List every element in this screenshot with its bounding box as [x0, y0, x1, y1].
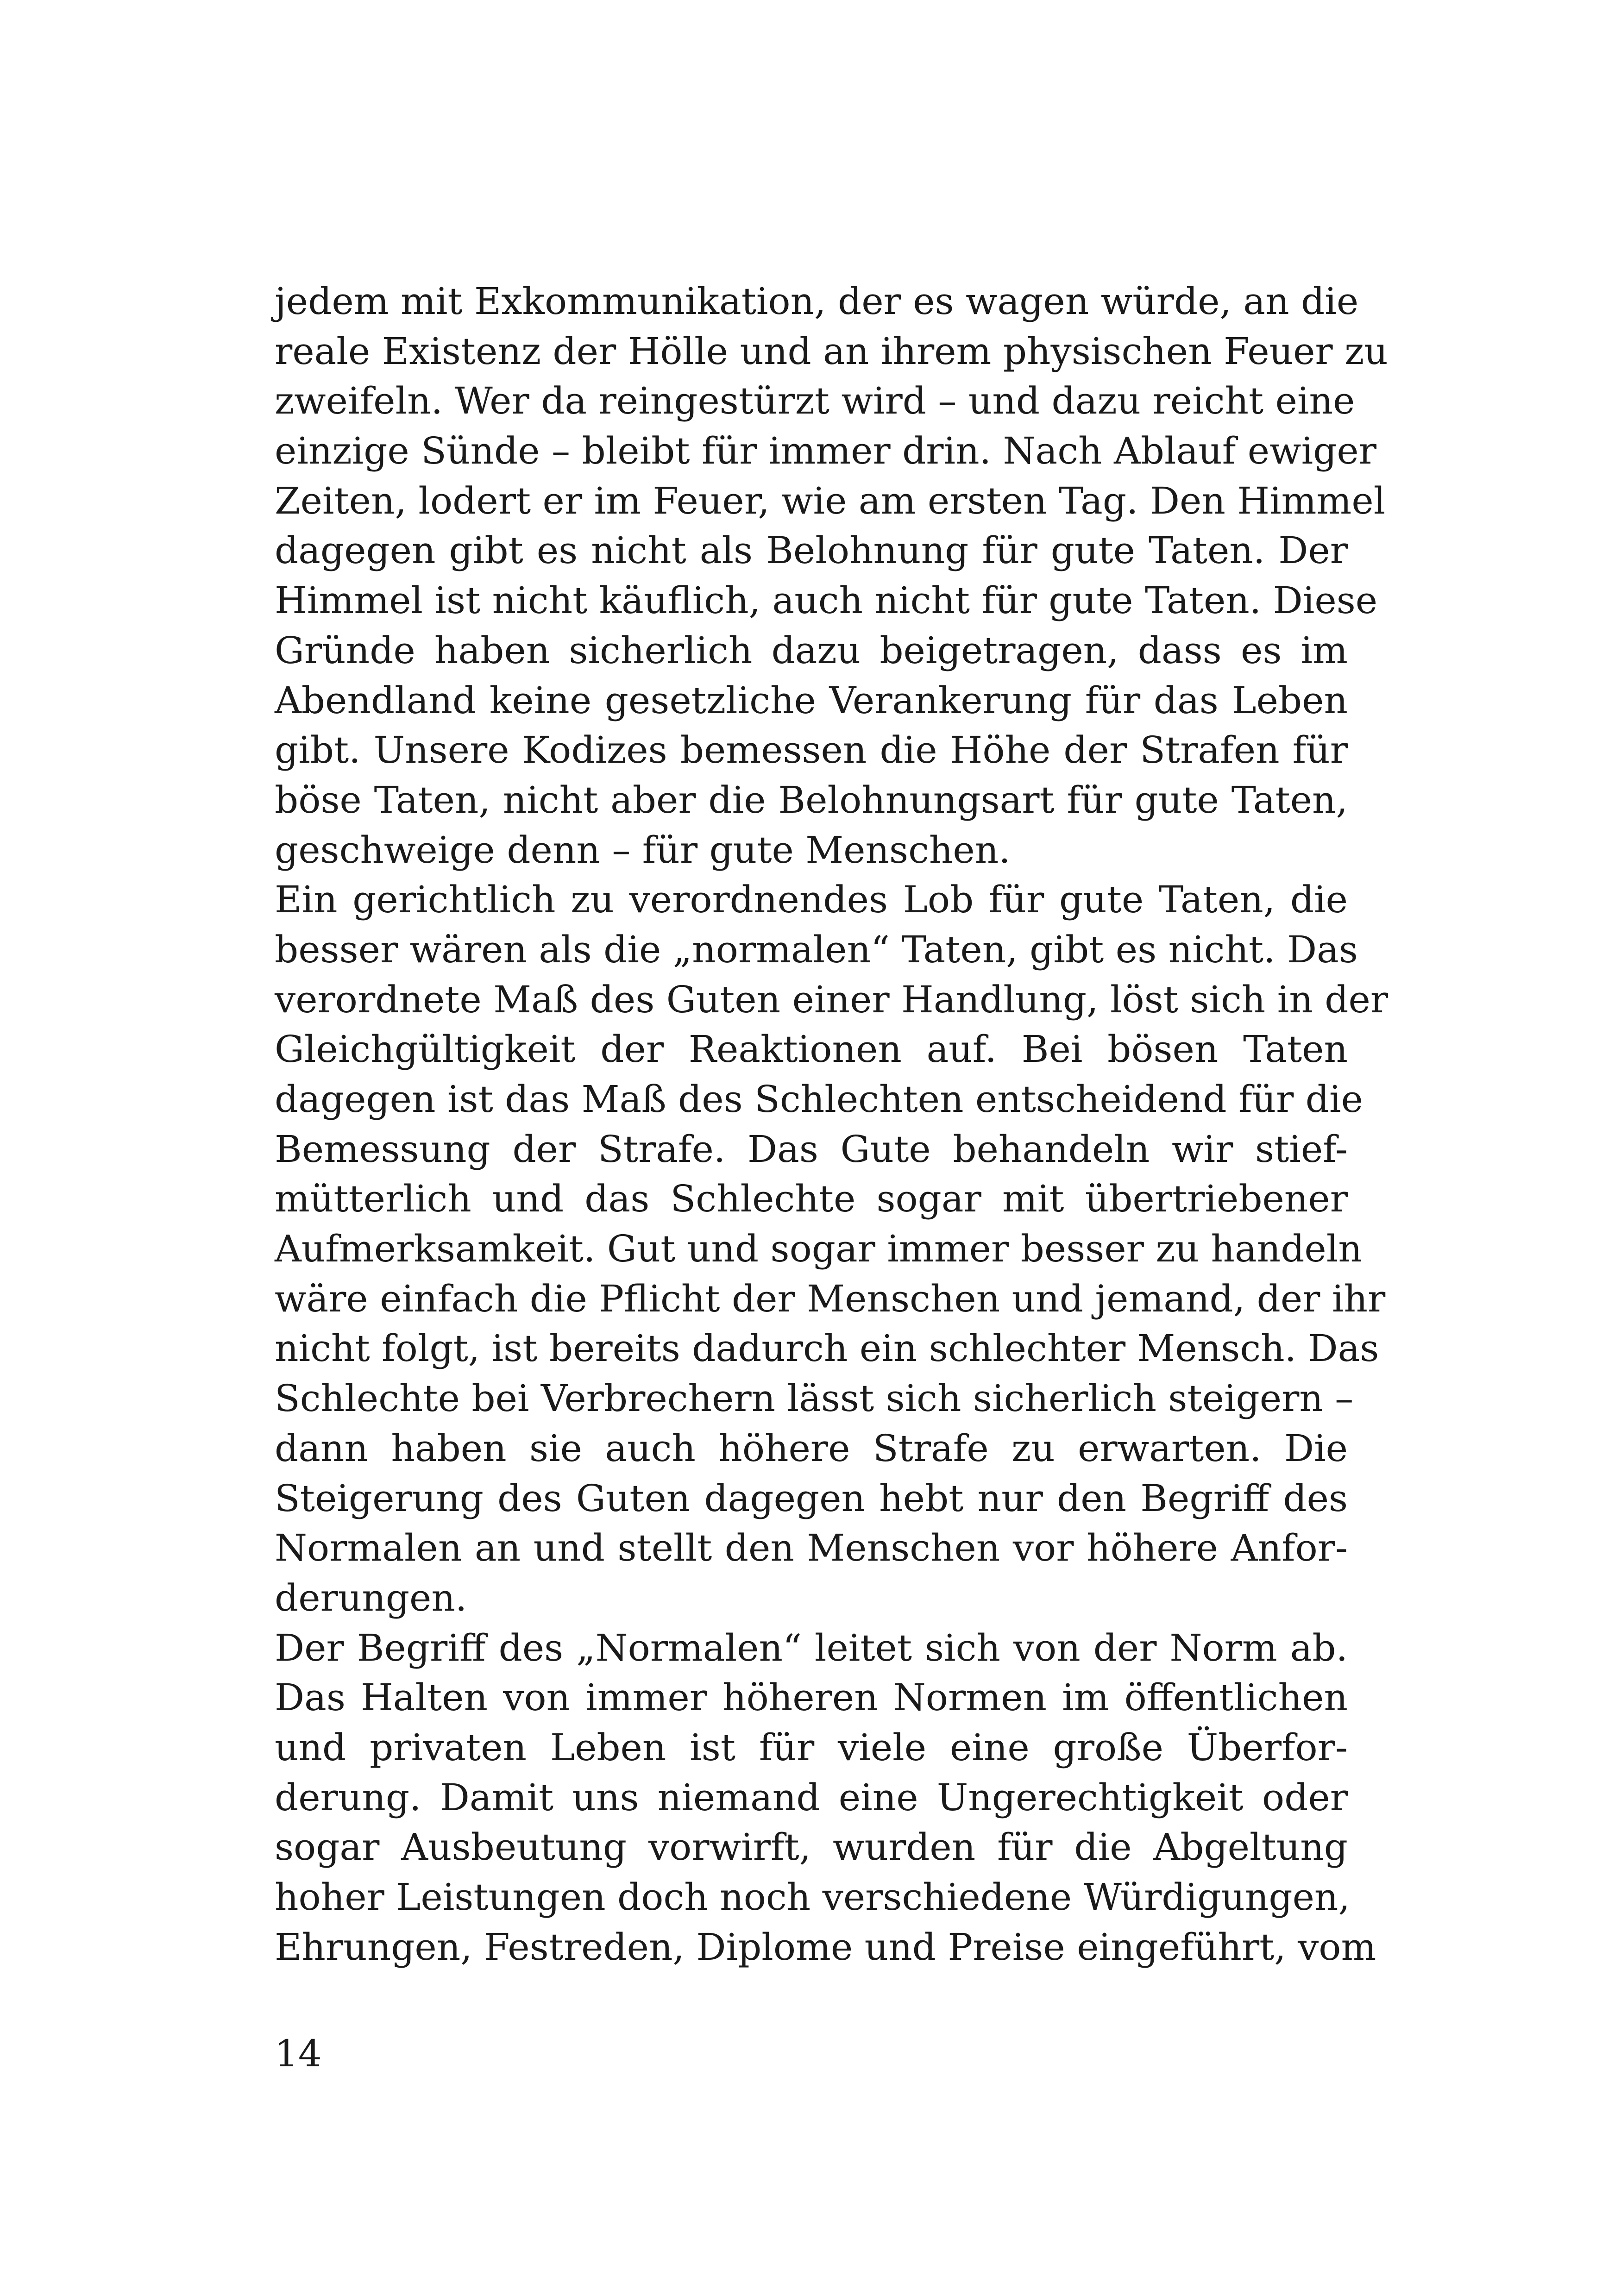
text-line: böse Taten, nicht aber die Belohnungsart für gute Taten, [275, 778, 1348, 822]
body-text [275, 276, 1389, 1972]
text-line: Ehrungen, Festreden, Diplome und Preise eingeführt, vom [275, 1925, 1376, 1969]
text-line: Normalen an und stellt den Menschen vor höhere Anfor- [275, 1526, 1348, 1570]
paragraph [275, 875, 1389, 1623]
text-line: Der Begriff des „Normalen“ leitet sich von der Norm ab. [275, 1626, 1348, 1669]
text-line: Abendland keine gesetzliche Verankerung für das Leben [275, 678, 1348, 722]
text-line: einzige Sünde – bleibt für immer drin. Nach Ablauf ewiger [275, 429, 1376, 473]
paragraph [275, 1623, 1376, 1972]
text-line: mütterlich und das Schlechte sogar mit übertriebener [275, 1177, 1348, 1221]
text-line: sogar Ausbeutung vorwirft, wurden für die Abgeltung [275, 1826, 1348, 1869]
text-line: Gleichgültigkeit der Reaktionen auf. Bei bösen Taten [275, 1028, 1348, 1071]
text-line: zweifeln. Wer da reingestürzt wird – und dazu reicht eine [275, 379, 1355, 423]
text-line: und privaten Leben ist für viele eine große Überfor- [275, 1725, 1348, 1769]
text-line: reale Existenz der Hölle und an ihrem physischen Feuer zu [275, 329, 1388, 373]
text-line: Schlechte bei Verbrechern lässt sich sicherlich steigern – [275, 1377, 1354, 1420]
text-line: verordnete Maß des Guten einer Handlung, löst sich in der [275, 978, 1389, 1021]
text-line: geschweige denn – für gute Menschen. [275, 828, 1011, 872]
text-line: besser wären als die „normalen“ Taten, gibt es nicht. Das [275, 928, 1358, 971]
text-line: Zeiten, lodert er im Feuer, wie am ersten Tag. Den Himmel [275, 479, 1386, 522]
text-line: Steigerung des Guten dagegen hebt nur den Begriff des [275, 1476, 1348, 1520]
text-line: gibt. Unsere Kodizes bemessen die Höhe der Strafen für [275, 728, 1348, 772]
text-line: dagegen gibt es nicht als Belohnung für gute Taten. Der [275, 529, 1348, 572]
text-line: Aufmerksamkeit. Gut und sogar immer besser zu handeln [275, 1227, 1362, 1271]
text-line: dann haben sie auch höhere Strafe zu erwarten. Die [275, 1426, 1348, 1470]
text-line: Bemessung der Strafe. Das Gute behandeln wir stief- [275, 1127, 1348, 1171]
paragraph [275, 276, 1388, 875]
text-line: Das Halten von immer höheren Normen im öffentlichen [275, 1676, 1348, 1719]
text-line: Gründe haben sicherlich dazu beigetragen, dass es im [275, 628, 1348, 672]
text-line: hoher Leistungen doch noch verschiedene Würdigungen, [275, 1876, 1350, 1919]
text-line: dagegen ist das Maß des Schlechten entscheidend für die [275, 1078, 1363, 1121]
text-line: derung. Damit uns niemand eine Ungerechtigkeit oder [275, 1775, 1348, 1819]
text-line: Himmel ist nicht käuflich, auch nicht für gute Taten. Diese [275, 579, 1378, 622]
text-line: nicht folgt, ist bereits dadurch ein schlechter Mensch. Das [275, 1327, 1379, 1370]
text-line: jedem mit Exkommunikation, der es wagen würde, an die [275, 280, 1359, 323]
text-line: wäre einfach die Pflicht der Menschen und jemand, der ihr [275, 1277, 1386, 1320]
text-line: derungen. [275, 1576, 467, 1619]
page-number: 14 [275, 2032, 322, 2075]
text-line: Ein gerichtlich zu verordnendes Lob für gute Taten, die [275, 878, 1348, 922]
